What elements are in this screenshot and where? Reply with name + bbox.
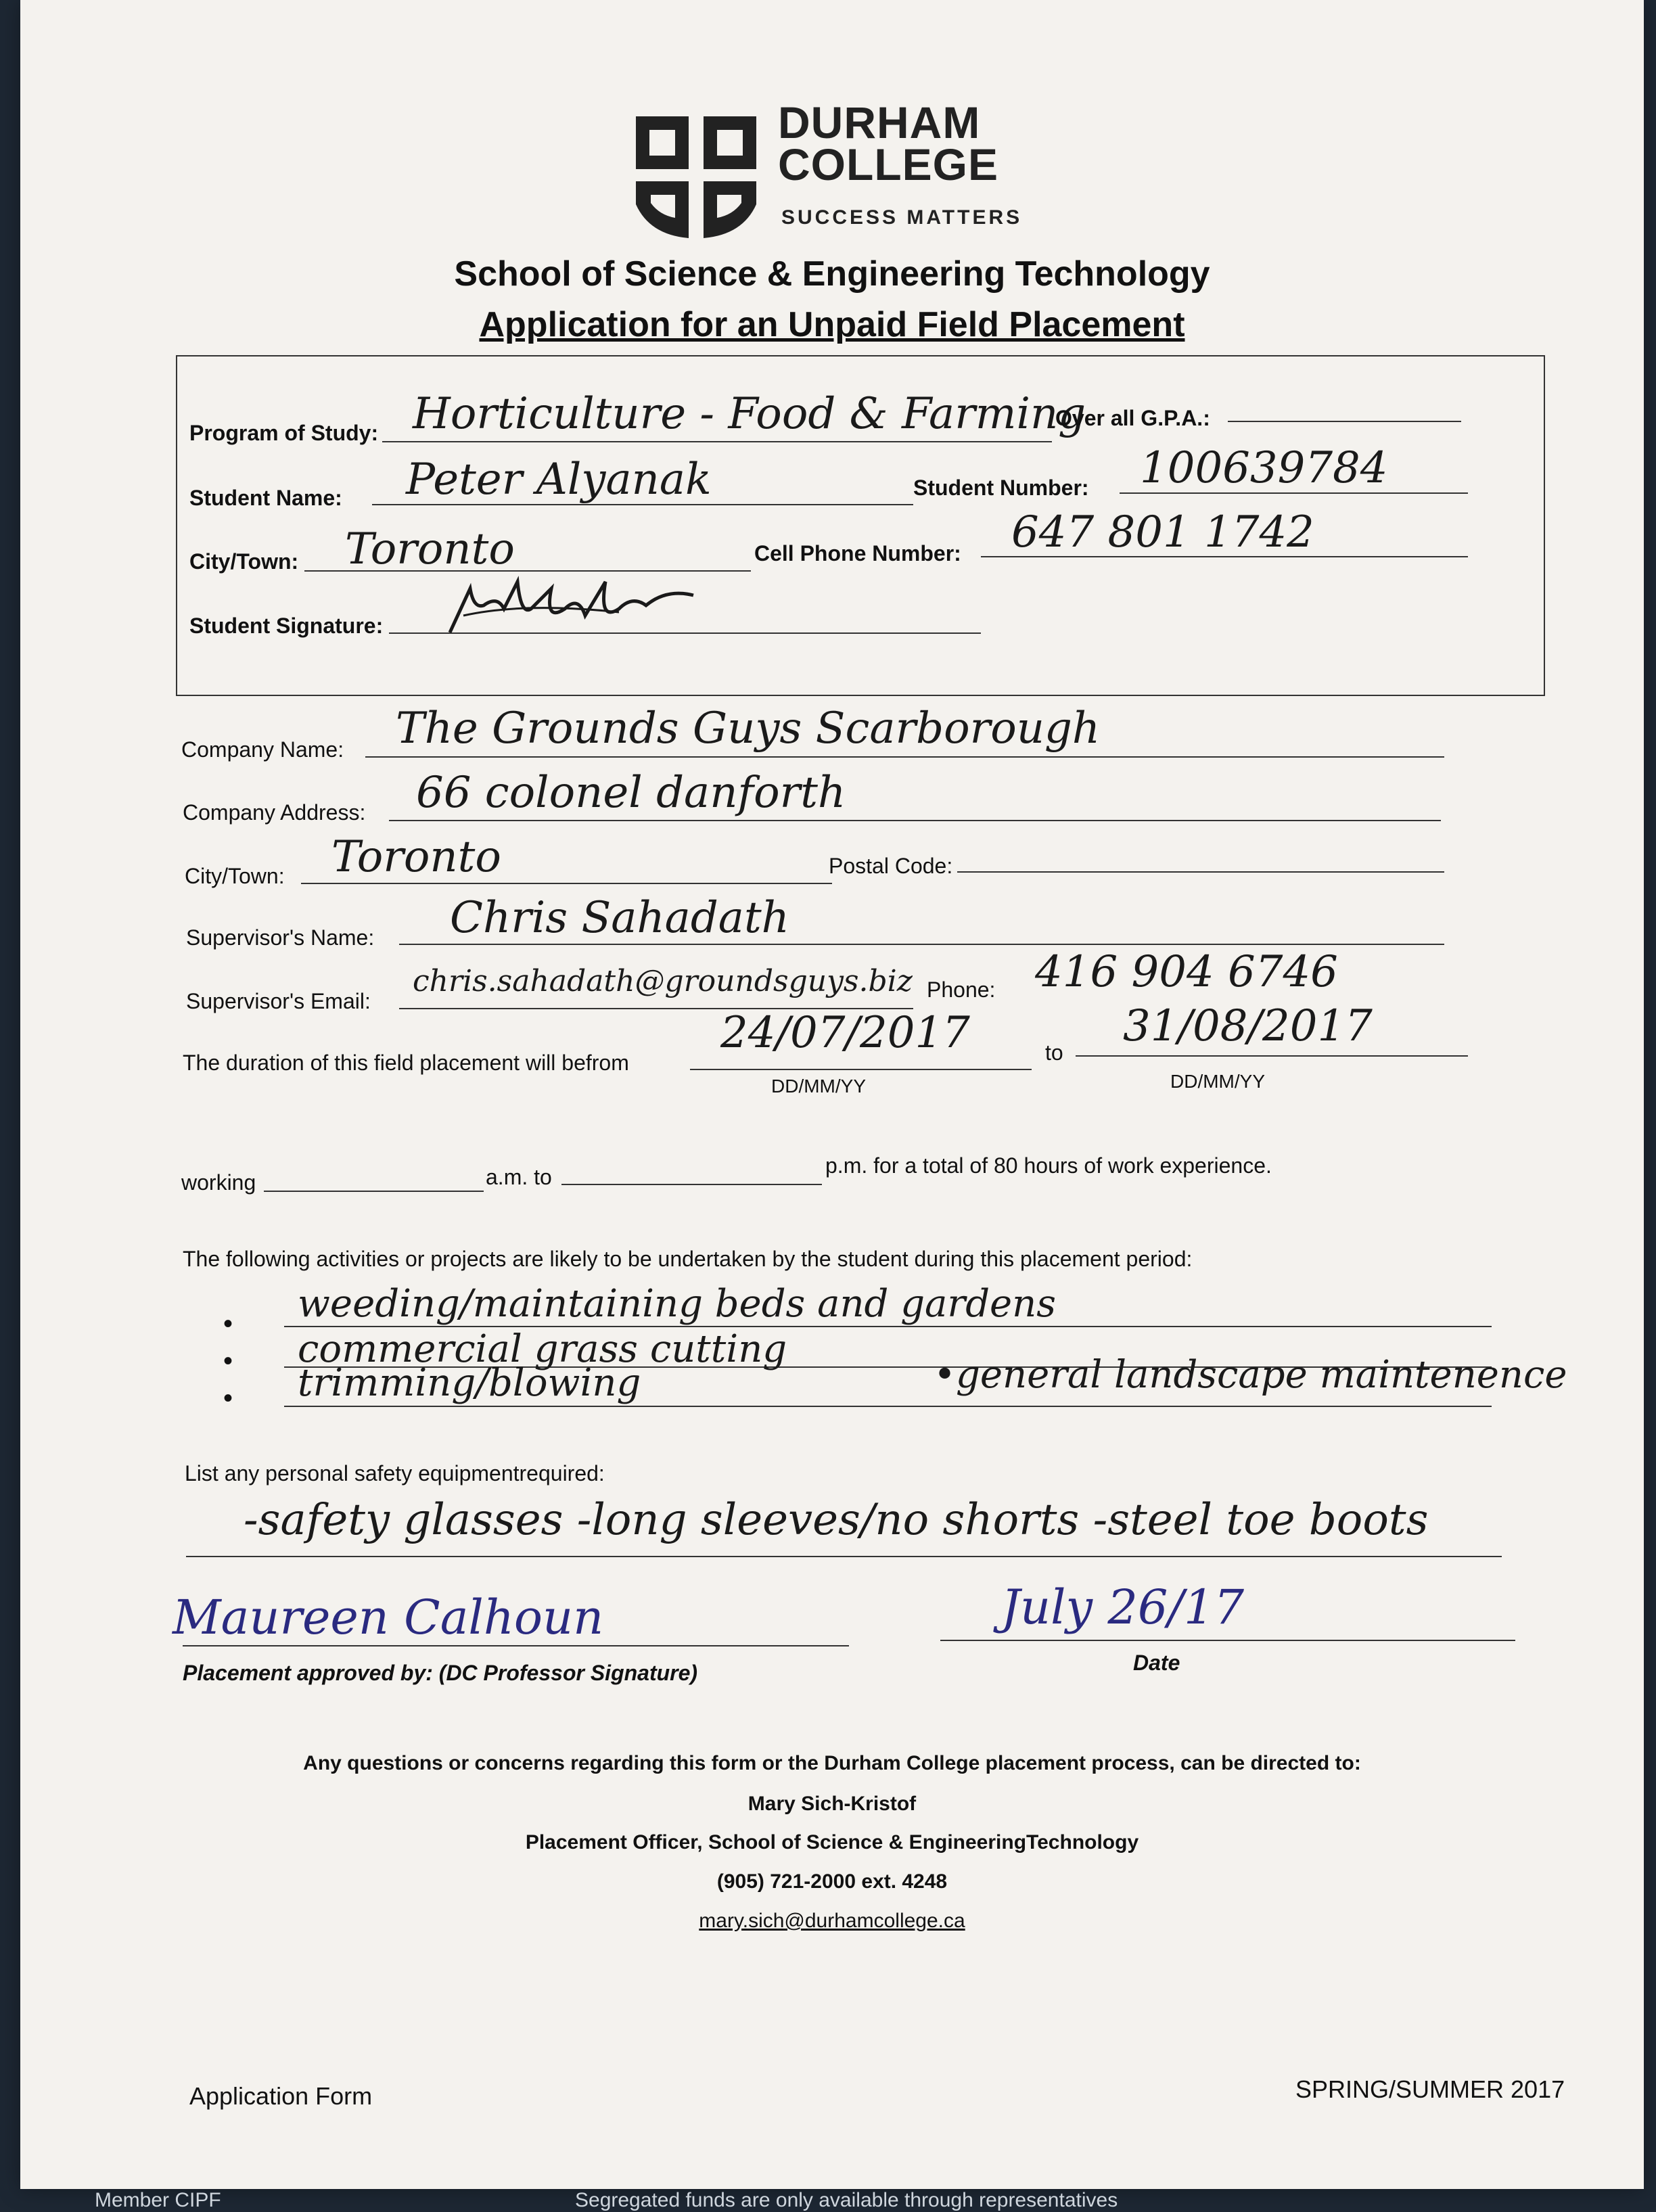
gpa-line: [1228, 421, 1461, 422]
company-name-label: Company Name:: [181, 737, 344, 762]
footer-contact-title: Placement Officer, School of Science & EngineeringTechnology: [525, 1831, 1139, 1853]
footer-contact-phone: (905) 721-2000 ext. 4248: [716, 1870, 948, 1893]
supervisor-email-field[interactable]: chris.sahadath@groundsguys.biz: [413, 964, 913, 998]
footer-contact-email-link[interactable]: mary.sich@durhamcollege.ca: [699, 1910, 965, 1932]
activity-item-3[interactable]: trimming/blowing: [298, 1361, 641, 1405]
student-name-label: Student Name:: [189, 486, 342, 510]
logo-wordmark: [778, 97, 999, 189]
date-label: Date: [1133, 1651, 1180, 1675]
activity-bullet: •: [223, 1383, 233, 1413]
pm-label: p.m. for a total of 80 hours of work experience.: [825, 1153, 1272, 1178]
logo-line-2: COLLEGE: [778, 139, 999, 189]
postal-code-label: Postal Code:: [829, 854, 953, 878]
working-label: working: [181, 1170, 256, 1195]
program-field[interactable]: Horticulture - Food & Farming: [413, 389, 1086, 439]
student-name-field[interactable]: Peter Alyanak: [406, 455, 712, 505]
company-city-label: City/Town:: [185, 864, 285, 888]
student-signature-label: Student Signature:: [189, 614, 384, 638]
logo-line-1: DURHAM: [778, 97, 981, 147]
safety-line: [186, 1556, 1502, 1557]
company-address-label: Company Address:: [183, 800, 366, 825]
duration-to-field[interactable]: 31/08/2017: [1123, 1001, 1373, 1051]
activity-bullet: •: [223, 1309, 233, 1339]
footer-contact-name: Mary Sich-Kristof: [748, 1793, 917, 1815]
duration-to-line: [1076, 1055, 1468, 1057]
supervisor-phone-label: Phone:: [927, 977, 996, 1002]
logo-tagline: SUCCESS MATTERS: [781, 206, 1023, 229]
footer-term: SPRING/SUMMER 2017: [1295, 2075, 1565, 2103]
duration-from-line: [690, 1069, 1032, 1070]
activity-line-3: [284, 1406, 1492, 1407]
from-format-hint: DD/MM/YY: [771, 1076, 866, 1097]
activity-item-2[interactable]: commercial grass cutting: [298, 1327, 787, 1371]
form-title: [20, 304, 1644, 345]
footer-form-name: Application Form: [189, 2082, 373, 2110]
program-line: [382, 441, 1052, 442]
cell-phone-field[interactable]: 647 801 1742: [1011, 507, 1314, 557]
approval-date-line: [940, 1640, 1515, 1641]
city-field[interactable]: Toronto: [345, 524, 515, 574]
am-label: a.m. to: [486, 1165, 552, 1189]
activities-label: The following activities or projects are likely to be undertaken by the student during this placement period:: [183, 1247, 1193, 1271]
footer-contact-intro: Any questions or concerns regarding this form or the Durham College placement process, can be directed to:: [303, 1752, 1361, 1774]
supervisor-name-label: Supervisor's Name:: [186, 925, 375, 950]
safety-label: List any personal safety equipmentrequired:: [185, 1461, 605, 1485]
approval-signature[interactable]: Maureen Calhoun: [172, 1590, 604, 1645]
student-signature-icon[interactable]: [443, 568, 700, 643]
student-number-field[interactable]: 100639784: [1140, 443, 1388, 493]
activity-bullet: •: [223, 1346, 233, 1376]
company-name-field[interactable]: The Grounds Guys Scarborough: [396, 704, 1101, 754]
duration-to-label: to: [1045, 1040, 1063, 1065]
cell-phone-label: Cell Phone Number:: [754, 541, 961, 566]
approval-signature-line: [183, 1645, 849, 1646]
working-start-line: [264, 1191, 484, 1192]
activity-extra[interactable]: •general landscape maintenence: [934, 1353, 1567, 1397]
safety-field[interactable]: -safety glasses -long sleeves/no shorts -steel toe boots: [244, 1495, 1429, 1545]
supervisor-email-label: Supervisor's Email:: [186, 989, 371, 1013]
gpa-label: Over all G.P.A.:: [1055, 406, 1210, 430]
duration-label: The duration of this field placement will befrom: [183, 1051, 629, 1075]
supervisor-phone-field[interactable]: 416 904 6746: [1035, 947, 1338, 997]
activity-item-1[interactable]: weeding/maintaining beds and gardens: [298, 1282, 1056, 1326]
student-number-label: Student Number:: [913, 476, 1089, 500]
postal-code-line: [957, 871, 1444, 873]
form-title-text: Application for an Unpaid Field Placement: [479, 305, 1185, 344]
approval-date-field[interactable]: July 26/17: [1001, 1580, 1245, 1635]
background-text-left: Member CIPF: [95, 2189, 221, 2211]
approval-label: Placement approved by: (DC Professor Signature): [183, 1661, 698, 1685]
supervisor-name-field[interactable]: Chris Sahadath: [450, 893, 789, 943]
supervisor-name-line: [399, 944, 1444, 945]
background-text-middle: Segregated funds are only available through representatives: [575, 2189, 1118, 2211]
city-label: City/Town:: [189, 549, 299, 574]
company-city-line: [301, 883, 832, 884]
footer-contact-email-row: [20, 1910, 1644, 1933]
company-address-field[interactable]: 66 colonel danforth: [416, 768, 846, 818]
form-page: [20, 0, 1644, 2189]
program-label: Program of Study:: [189, 421, 379, 445]
working-end-line: [561, 1184, 822, 1185]
school-heading: School of Science & Engineering Technology: [454, 254, 1210, 294]
duration-from-field[interactable]: 24/07/2017: [720, 1008, 970, 1058]
company-address-line: [389, 820, 1441, 821]
to-format-hint: DD/MM/YY: [1170, 1071, 1265, 1092]
durham-college-logo-icon: [636, 116, 758, 238]
company-city-field[interactable]: Toronto: [331, 832, 501, 882]
company-name-line: [365, 756, 1444, 758]
